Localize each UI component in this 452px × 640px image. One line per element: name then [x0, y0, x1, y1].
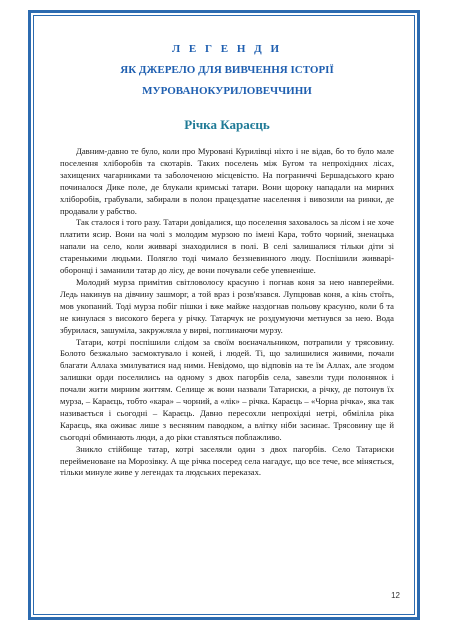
- document-content: [60, 40, 394, 479]
- heading-region: МУРОВАНОКУРИЛОВЕЧЧИНИ: [142, 85, 312, 97]
- paragraph: Татари, котрі поспішили слідом за своїм воєначальником, потрапили у трясовину. Болото безжально засмоктувало і коней, і людей. Ті, що залишилися живими, почали благати Аллаха змилуватися над ними. Невідомо, що відповів на те їм Аллах, але згодом залишки орди поселились на одному з двох пагорбів села, завезли туди полонянок і почали жити мирним життям. Селище ж вони назвали Татариски, а річку, де потонув їх мурза, – Караєць, тобто «кара» – чорний, а «лік» – річка. Караєць – «Чорна річка», яка так називається і сьогодні – Караєць. Давно пересохли непрохідні нетрі, обміліла ріка Караєць, яка оживає лише з весняним паводком, а влітку ніби засинає. Трясовину ще й сьогодні обминають люди, а до ріки ставляться поблажливо.: [60, 336, 394, 442]
- page-number: 12: [391, 591, 400, 600]
- paragraph: Молодий мурза примітив світловолосу красуню і погнав коня за нею навперейми. Ледь накинув на дівчину зашморг, а той враз і розв'язався. Лупцював коня, а кінь стоїть, мов укопаний. Тоді мурза побіг пішки і вже майже наздогнав польову красуню, коли б та не кинулася з високого берега у річку. Татарчук не роздумуючи метнувся за нею. Вода збурилася, зашуміла, закружляла у вирві, поглинаючи мурзу.: [60, 276, 394, 335]
- heading-subtitle: ЯК ДЖЕРЕЛО ДЛЯ ВИВЧЕННЯ ІСТОРІЇ: [120, 64, 334, 76]
- section-title: Річка Караєць: [184, 117, 270, 132]
- paragraph: Давним-давно те було, коли про Муровані Курилівці ніхто і не відав, бо то було мале поселення хліборобів та скотарів. Таких поселень між Бугом та непрохідних лісах, захищених чагарниками та заболоченою місцевістю. На пограниччі Бершадського краю починалося Дике поле, де блукали кримські татари. Вони щороку нападали на мирних хліборобів, грабували, забирали в полон працездатне населення і вивозили на ринки, де продавали у рабство.: [60, 146, 394, 216]
- paragraph: Так сталося і того разу. Татари довідалися, що поселення заховалось за лісом і не хоче платити ясир. Вони на чолі з молодим мурзою по імені Кара, тобто чорний, зненацька напали на село, коли живварі знаходилися в полі. В селі залишалися тільки діти зі старенькими людьми. Полягло тоді чимало беззневинного люду. Поспішили живварі-оборонці і заманили татар до лісу, де вони почували себе упевненіше.: [60, 217, 394, 276]
- body-text: [60, 146, 394, 479]
- paragraph: Зникло стійбище татар, котрі заселяли один з двох пагорбів. Село Татариски перейменоване на Морозівку. А ще річка посеред села нагадує, що все тече, все міняється, тільки минуле живе у легендах та людських переказах.: [60, 443, 394, 478]
- heading-legends: Л Е Г Е Н Д И: [171, 43, 283, 55]
